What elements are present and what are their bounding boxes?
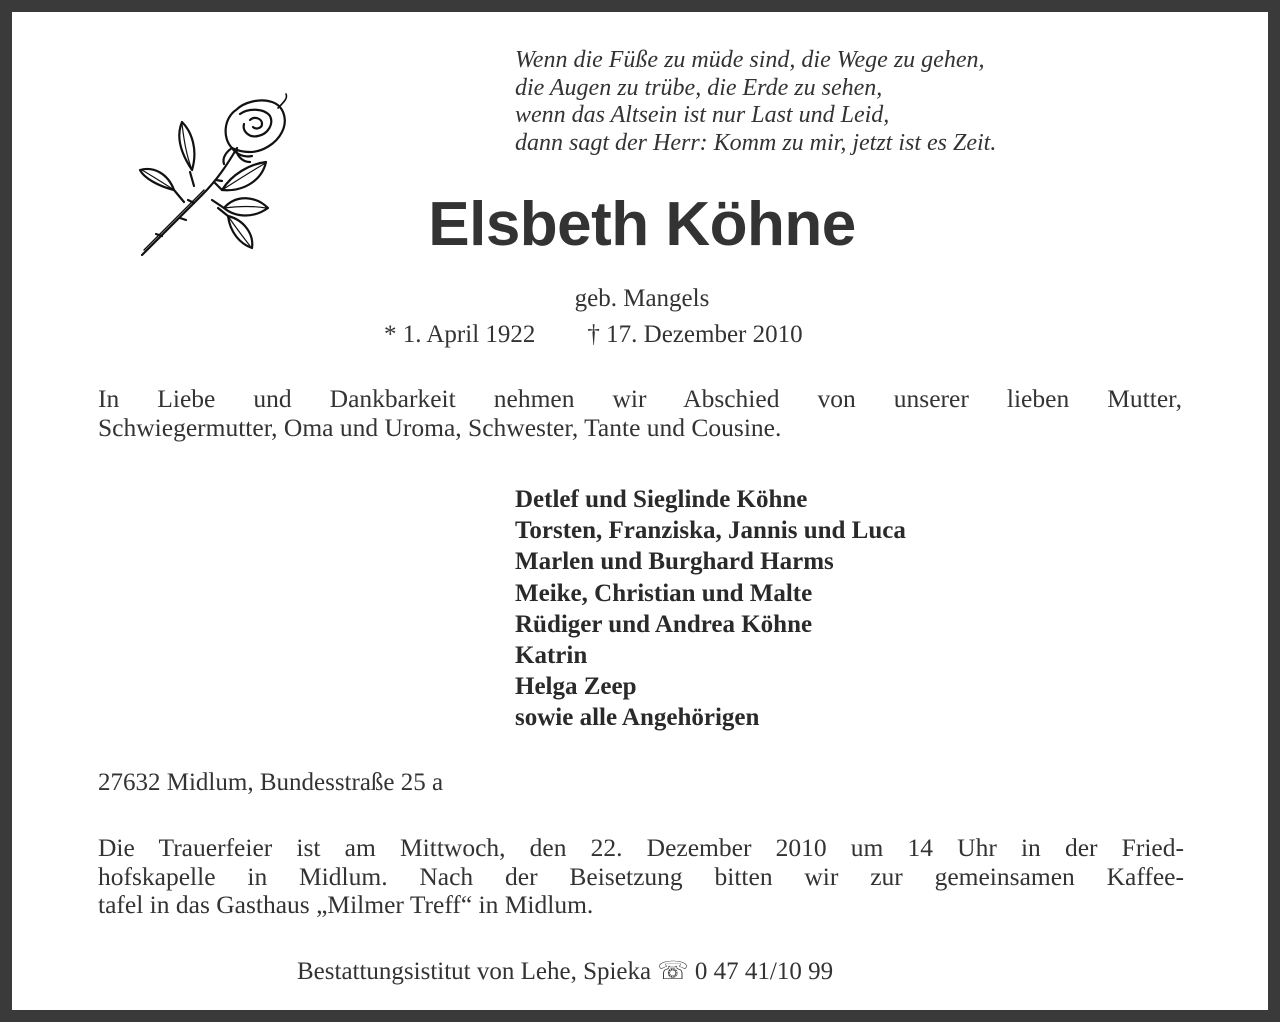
mourner: Meike, Christian und Malte bbox=[515, 579, 813, 607]
mourner: sowie alle Angehörigen bbox=[515, 704, 760, 732]
poem-line: dann sagt der Herr: Komm zu mir, jetzt ist es Zeit. bbox=[515, 129, 997, 156]
ceremony-line: hofskapelle in Midlum. Nach der Beisetzung bitten wir zur gemeinsamen Kaffee- bbox=[98, 861, 1184, 891]
poem-line: Wenn die Füße zu müde sind, die Wege zu gehen, bbox=[515, 47, 985, 73]
death-date: † 17. Dezember 2010 bbox=[587, 321, 803, 348]
deceased-name: Elsbeth Köhne bbox=[428, 190, 856, 259]
ceremony-info bbox=[98, 834, 1184, 920]
farewell-text bbox=[98, 384, 1182, 442]
poem-line: die Augen zu trübe, die Erde zu sehen, bbox=[515, 74, 883, 101]
farewell-line: In Liebe und Dankbarkeit nehmen wir Abschied von unserer lieben Mutter, bbox=[98, 384, 1182, 413]
mourners-list bbox=[515, 484, 906, 734]
birth-date: * 1. April 1922 bbox=[384, 321, 536, 348]
birth-name: geb. Mangels bbox=[574, 285, 710, 312]
farewell-line: Schwiegermutter, Oma und Uroma, Schwester, Tante und Cousine. bbox=[98, 413, 782, 442]
ceremony-line: tafel in das Gasthaus „Milmer Treff“ in Midlum. bbox=[98, 890, 594, 919]
life-dates bbox=[384, 321, 803, 349]
mourner: Katrin bbox=[515, 642, 588, 670]
mourner: Detlef und Sieglinde Köhne bbox=[515, 486, 808, 513]
mourner: Torsten, Franziska, Jannis und Luca bbox=[515, 517, 906, 545]
poem bbox=[515, 47, 996, 157]
mourner: Rüdiger und Andrea Köhne bbox=[515, 610, 813, 638]
mourner: Helga Zeep bbox=[515, 673, 637, 701]
ceremony-line: Die Trauerfeier ist am Mittwoch, den 22. Dezember 2010 um 14 Uhr in der Fried- bbox=[98, 833, 1184, 862]
address: 27632 Midlum, Bundesstraße 25 a bbox=[98, 769, 444, 796]
mourner: Marlen und Burghard Harms bbox=[515, 548, 834, 576]
funeral-home: Bestattungsistitut von Lehe, Spieka ☏ 0 47 41/10 99 bbox=[297, 958, 834, 985]
obituary-notice bbox=[12, 12, 1268, 1010]
poem-line: wenn das Altsein ist nur Last und Leid, bbox=[515, 102, 890, 128]
